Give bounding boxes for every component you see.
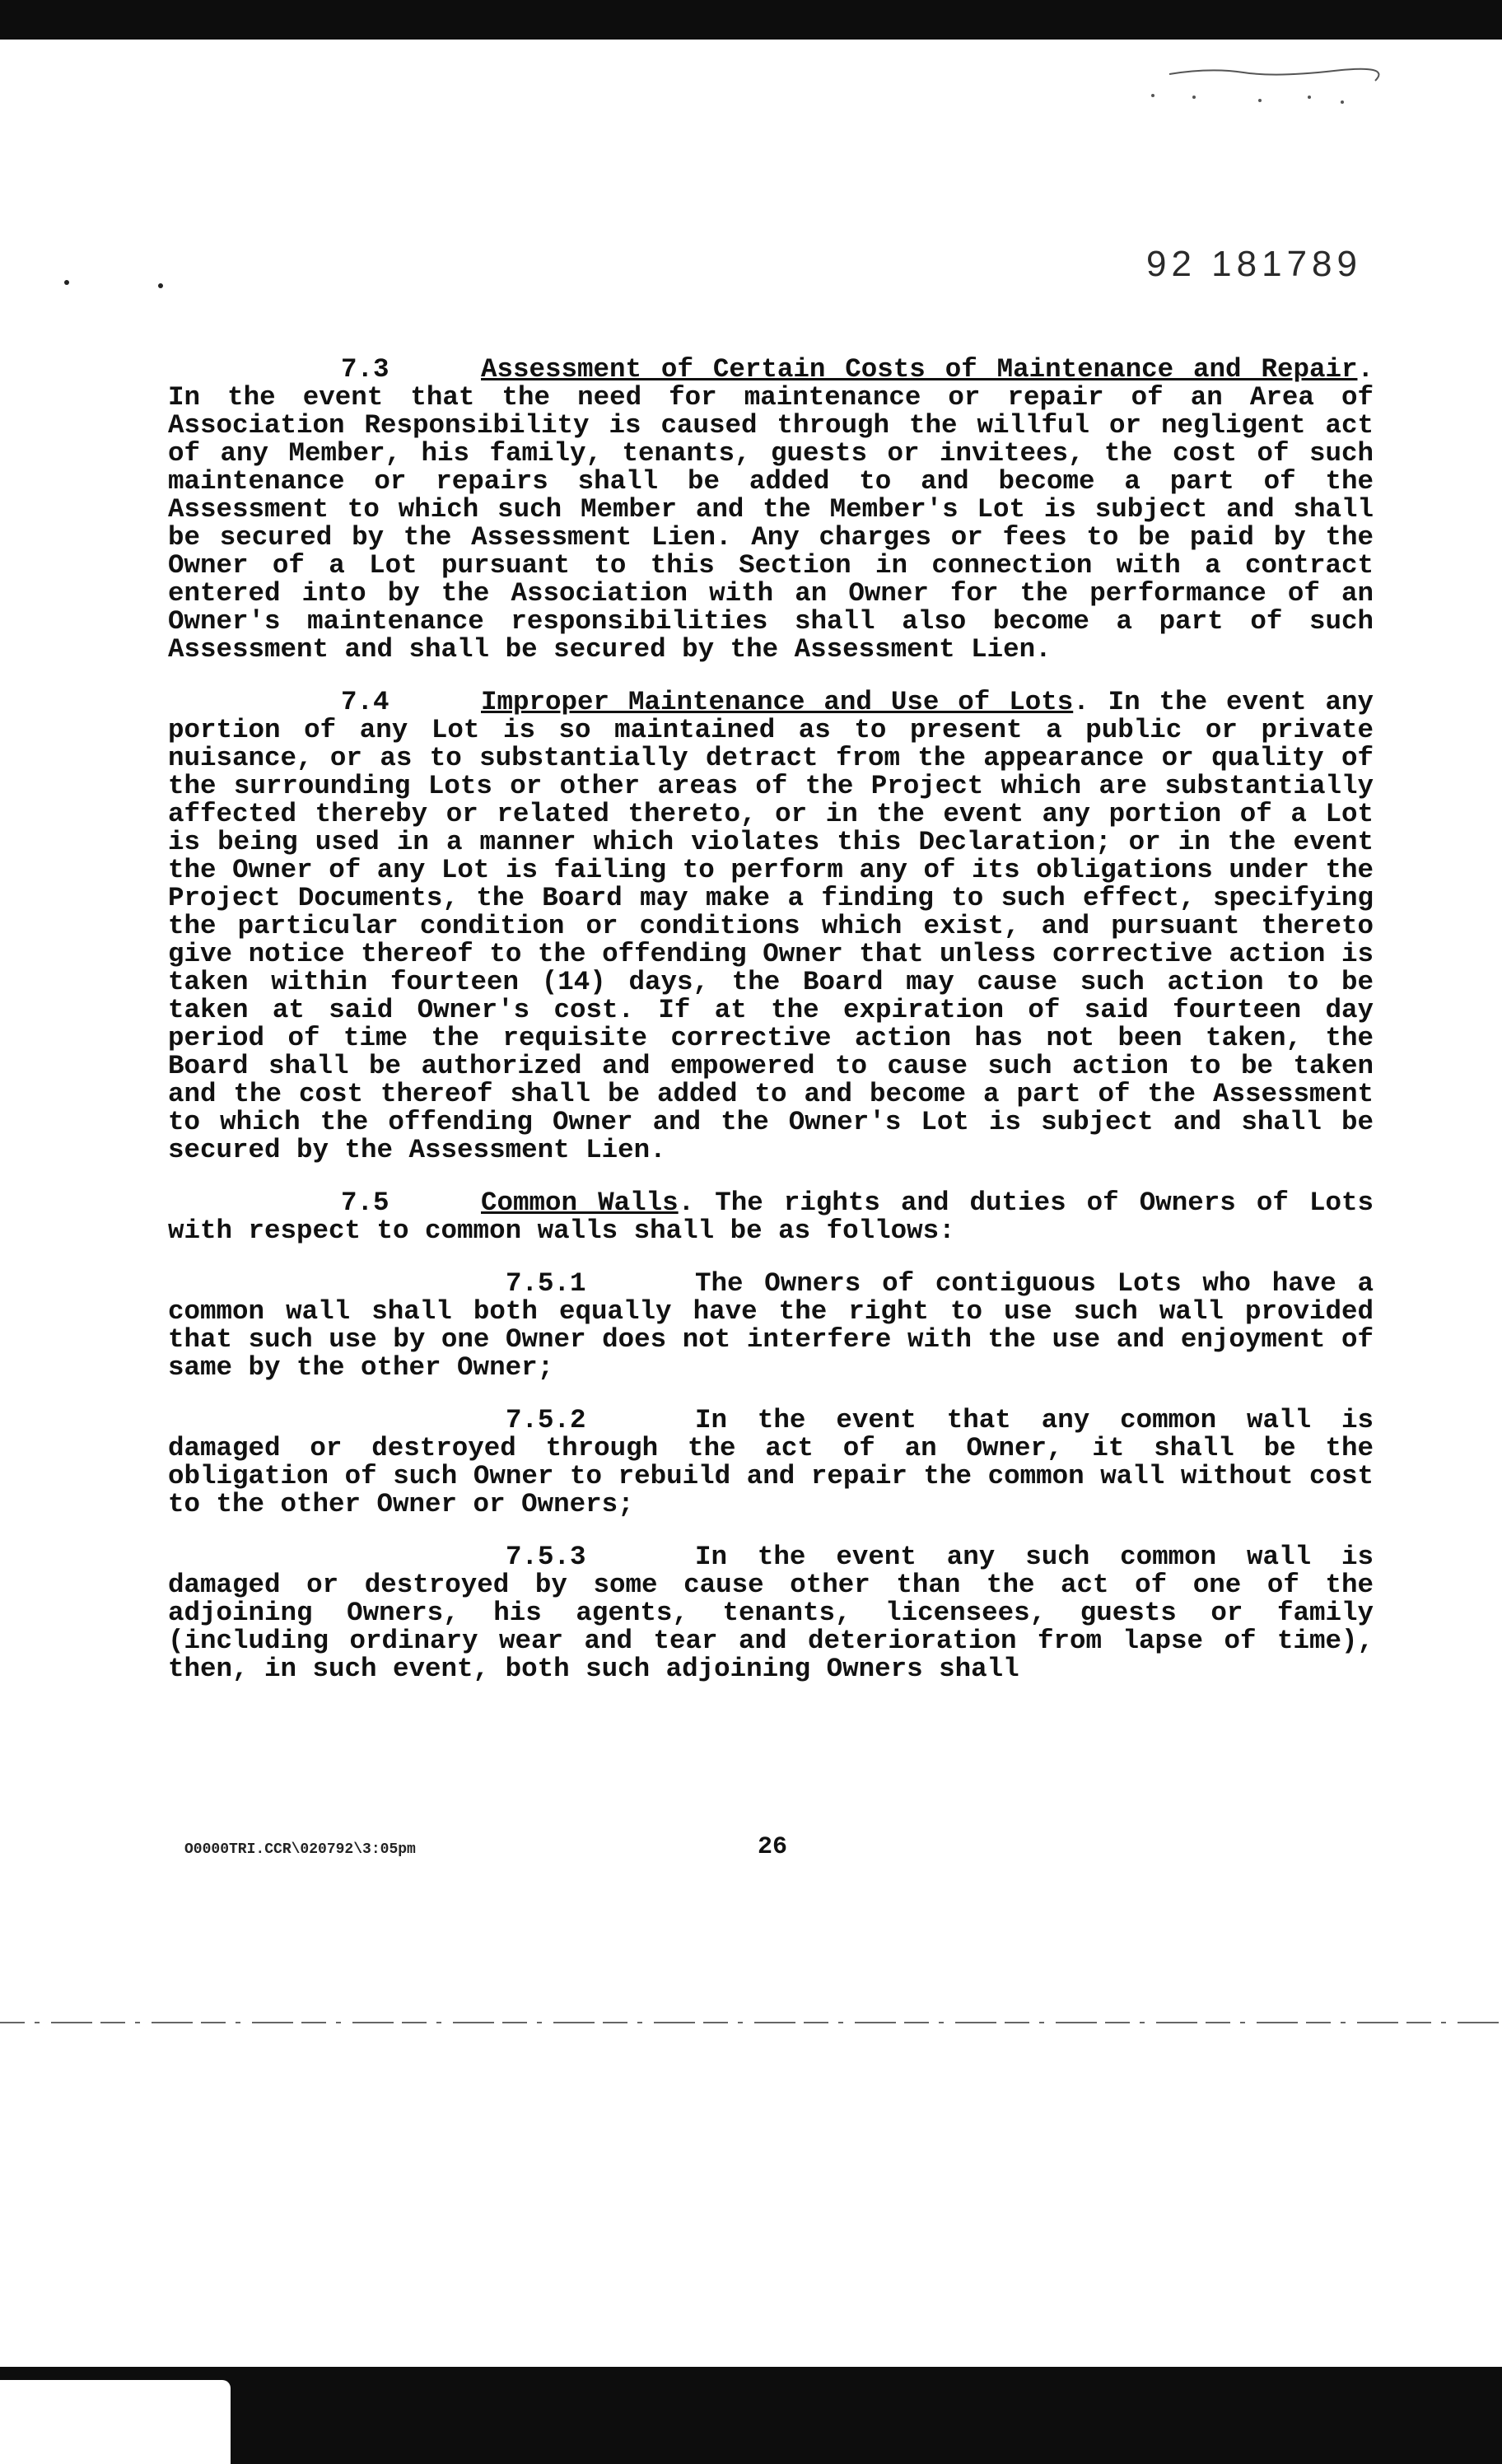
scan-border-top xyxy=(0,0,1502,40)
footer-file-id: O0000TRI.CCR\020792\3:05pm xyxy=(184,1841,416,1858)
subsection-7-5-2 xyxy=(168,1407,1374,1519)
section-7-3 xyxy=(168,356,1374,664)
scan-artifact-line xyxy=(0,2019,1502,2026)
section-7-4 xyxy=(168,688,1374,1164)
subsection-7-5-1 xyxy=(168,1270,1374,1382)
subsection-text: The Owners of contiguous Lots who have a common wall shall both equally have the right to use such wall provided that such use by one Owner does not interfere with the use and enjoyment of same by the other Owner; xyxy=(168,1268,1374,1383)
section-number: 7.3 xyxy=(341,354,389,385)
section-heading: Common Walls xyxy=(481,1188,679,1218)
scan-speck xyxy=(64,280,69,285)
section-number: 7.4 xyxy=(341,687,389,717)
section-text: . In the event any portion of any Lot is so maintained as to present a public or private nuisance, or as to substantially detract from the appearance or quality of the surrounding Lots or other areas of the Project which are substantially affected thereby or related thereto, or in the event any portion of a Lot is being used in a manner which violates this Declaration; or in the event the Owner of any Lot is failing to perform any of its obligations under the Project Documents, the Board may make a finding to such effect, specifying the particular condition or conditions which exist, and pursuant thereto give notice thereof to the offending Owner that unless corrective action is taken within fourteen (14) days, the Board may cause such action to be taken at said Owner's cost. If at the expiration of said fourteen day period of time the requisite corrective action has not been taken, the Board shall be authorized and empowered to cause such action to be taken and the cost thereof shall be added to and become a part of the Assessment to which the offending Owner and the Owner's Lot is subject and shall be secured by the Assessment Lien. xyxy=(168,687,1374,1165)
section-text: . The rights and duties of Owners of Lots with respect to common walls shall be as follows: xyxy=(168,1188,1374,1246)
section-number: 7.5 xyxy=(341,1188,389,1218)
section-heading: Assessment of Certain Costs of Maintenance and Repair xyxy=(481,354,1358,385)
section-heading: Improper Maintenance and Use of Lots xyxy=(481,687,1074,717)
subsection-text: In the event any such common wall is damaged or destroyed by some cause other than the act of one of the adjoining Owners, his agents, tenants, licensees, guests or family (including ordinary wear and tear and deterioration from lapse of time), then, in such event, both such adjoining Owners shall xyxy=(168,1542,1374,1684)
scan-noise xyxy=(1136,56,1383,105)
scan-speck xyxy=(158,283,163,288)
subsection-number: 7.5.1 xyxy=(506,1268,586,1299)
subsection-number: 7.5.3 xyxy=(506,1542,586,1572)
subsection-text: In the event that any common wall is damaged or destroyed through the act of an Owner, it shall be the obligation of such Owner to rebuild and repair the common wall without cost to the other Owner or Owners; xyxy=(168,1405,1374,1519)
recording-stamp-number: 92 181789 xyxy=(1146,244,1362,284)
document-body xyxy=(168,356,1374,1708)
section-7-5 xyxy=(168,1189,1374,1245)
section-text: . In the event that the need for maintenance or repair of an Area of Association Responsibility is caused through the willful or negligent act of any Member, his family, tenants, guests or invitees, the cost of such maintenance or repairs shall be added to and become a part of the Assessment to which such Member and the Member's Lot is subject and shall be secured by the Assessment Lien. Any charges or fees to be paid by the Owner of a Lot pursuant to this Section in connection with a contract entered into by the Association with an Owner for the performance of an Owner's maintenance responsibilities shall also become a part of such Assessment and shall be secured by the Assessment Lien. xyxy=(168,354,1374,665)
subsection-number: 7.5.2 xyxy=(506,1405,586,1435)
subsection-7-5-3 xyxy=(168,1543,1374,1683)
page-number: 26 xyxy=(758,1833,788,1861)
scan-white-patch xyxy=(0,2380,231,2464)
